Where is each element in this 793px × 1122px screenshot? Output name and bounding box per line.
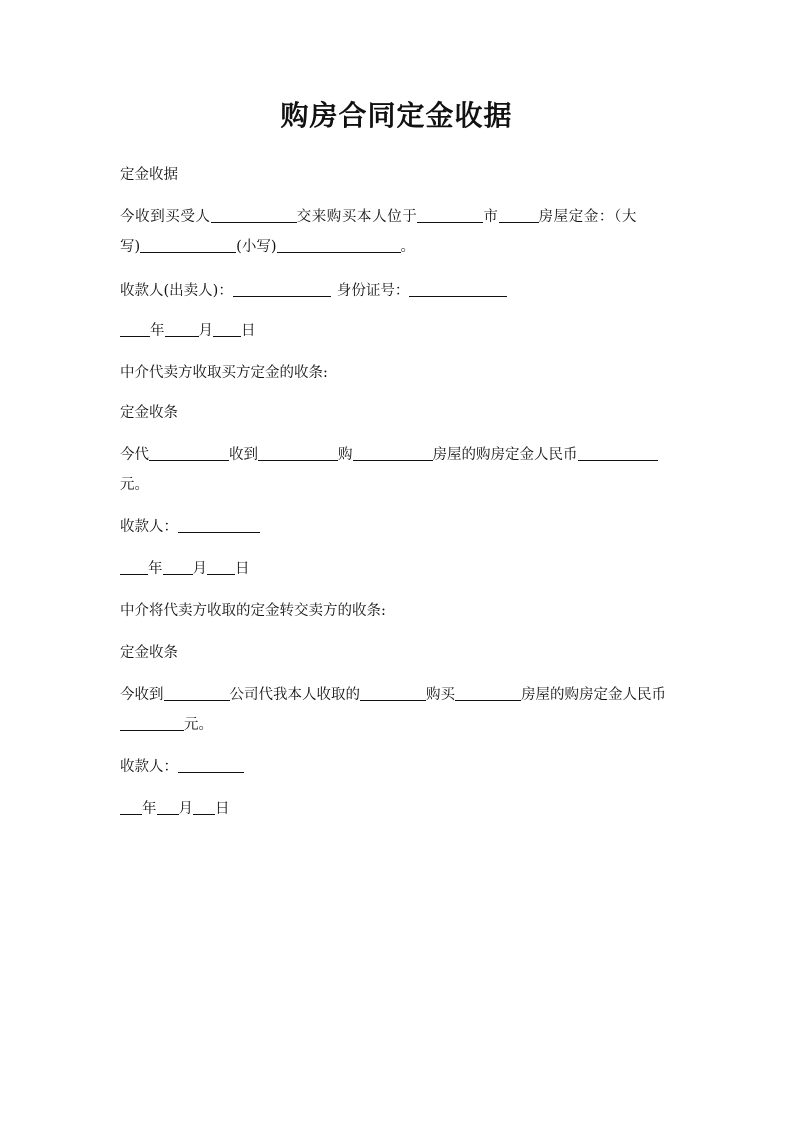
section3-heading: 定金收条 bbox=[120, 645, 178, 661]
section3-intro: 中介将代卖方收取的定金转交卖方的收条: bbox=[120, 603, 386, 619]
month-blank bbox=[165, 321, 199, 337]
amount-blank bbox=[578, 445, 658, 461]
section1-payee-line: 收款人(出卖人)： 身份证号： bbox=[120, 278, 676, 304]
year-blank bbox=[120, 321, 150, 337]
payee-blank bbox=[233, 281, 331, 297]
day-blank bbox=[193, 799, 215, 815]
section2-payee-line: 收款人： bbox=[120, 514, 676, 540]
amount-uppercase-blank bbox=[140, 237, 236, 253]
section2-date-line: 年 月 日 bbox=[120, 556, 676, 582]
section3-payee-line: 收款人： bbox=[120, 754, 676, 780]
section1-receipt-paragraph: 今收到买受人 交来购买本人位于 市 房屋定金：（大 bbox=[120, 209, 637, 225]
seller-name-blank bbox=[149, 445, 229, 461]
payee-blank bbox=[178, 757, 244, 773]
day-blank bbox=[213, 321, 241, 337]
section1-heading: 定金收据 bbox=[120, 167, 178, 183]
buyer-name-blank bbox=[211, 207, 297, 223]
section2-heading: 定金收条 bbox=[120, 405, 178, 421]
city-blank bbox=[499, 207, 539, 223]
property-blank bbox=[353, 445, 433, 461]
month-blank bbox=[163, 559, 193, 575]
property-blank bbox=[455, 685, 521, 701]
section2-receipt-paragraph-line2: 元。 bbox=[120, 477, 149, 493]
section1-date-line: 年 月 日 bbox=[120, 318, 676, 344]
section3-receipt-paragraph: 今收到 公司代我本人收取的 购买 房屋的购房定金人民币 bbox=[120, 687, 666, 703]
section1-receipt-paragraph-line2: 写) (小写) 。 bbox=[120, 239, 415, 255]
section2-receipt-paragraph: 今代 收到 购 房屋的购房定金人民币 bbox=[120, 442, 676, 468]
section3-date-line: 年 月 日 bbox=[120, 796, 676, 822]
year-blank bbox=[120, 799, 142, 815]
buyer-name-blank bbox=[258, 445, 338, 461]
section3-receipt-paragraph-line2: 元。 bbox=[120, 712, 676, 738]
company-blank bbox=[164, 685, 230, 701]
amount-blank bbox=[120, 715, 184, 731]
year-blank bbox=[120, 559, 148, 575]
buyer-name-blank bbox=[360, 685, 426, 701]
location-blank bbox=[417, 207, 483, 223]
payee-blank bbox=[178, 517, 260, 533]
document-title: 购房合同定金收据 bbox=[280, 99, 513, 132]
amount-lowercase-blank bbox=[277, 237, 401, 253]
month-blank bbox=[157, 799, 179, 815]
id-number-blank bbox=[409, 281, 507, 297]
day-blank bbox=[207, 559, 235, 575]
section2-intro: 中介代卖方收取买方定金的收条: bbox=[120, 365, 328, 381]
